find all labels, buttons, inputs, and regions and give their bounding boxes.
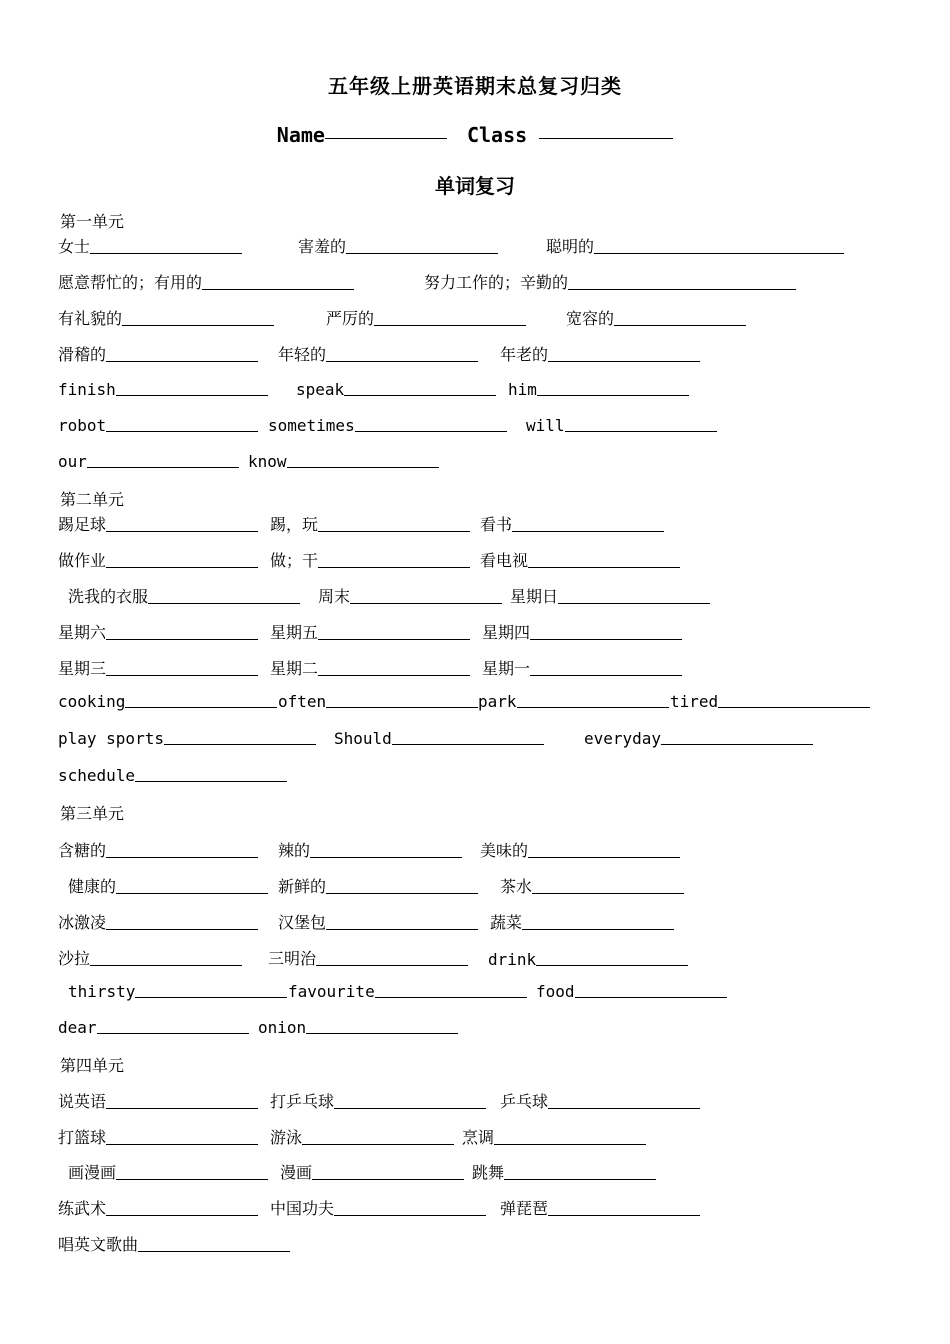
word-label: 女士 bbox=[58, 237, 91, 256]
word-label: robot bbox=[58, 416, 107, 435]
word-item bbox=[58, 270, 424, 293]
word-label: 星期四 bbox=[482, 623, 531, 642]
answer-blank[interactable] bbox=[287, 453, 439, 468]
name-class-line bbox=[0, 120, 950, 147]
word-row bbox=[58, 306, 746, 329]
word-item bbox=[278, 342, 500, 365]
unit-heading: 第三单元 bbox=[60, 804, 125, 823]
word-item bbox=[58, 910, 278, 933]
answer-blank[interactable] bbox=[106, 517, 258, 532]
word-label: will bbox=[526, 416, 565, 435]
word-label: thirsty bbox=[68, 982, 136, 1001]
answer-blank[interactable] bbox=[90, 239, 242, 254]
word-item bbox=[482, 620, 682, 643]
answer-blank[interactable] bbox=[310, 843, 462, 858]
answer-blank[interactable] bbox=[302, 1130, 454, 1145]
word-label: 努力工作的；辛勤的 bbox=[424, 273, 569, 292]
word-item bbox=[58, 512, 270, 535]
word-item bbox=[480, 512, 664, 535]
word-label: 看书 bbox=[480, 515, 513, 534]
word-item bbox=[270, 1196, 500, 1219]
answer-blank[interactable] bbox=[565, 417, 717, 432]
word-item bbox=[268, 946, 488, 969]
word-label: 跳舞 bbox=[472, 1163, 505, 1182]
word-item bbox=[270, 656, 482, 679]
answer-blank[interactable] bbox=[116, 381, 268, 396]
word-item bbox=[500, 1196, 700, 1219]
answer-blank[interactable] bbox=[548, 1094, 700, 1109]
word-label: dear bbox=[58, 1018, 97, 1037]
answer-blank[interactable] bbox=[536, 951, 688, 966]
answer-blank[interactable] bbox=[106, 417, 258, 432]
answer-blank[interactable] bbox=[530, 661, 682, 676]
answer-blank[interactable] bbox=[575, 983, 727, 998]
word-row bbox=[58, 620, 682, 643]
word-row bbox=[68, 874, 684, 897]
answer-blank[interactable] bbox=[106, 1094, 258, 1109]
answer-blank[interactable] bbox=[106, 347, 258, 362]
word-row bbox=[58, 1196, 700, 1219]
word-item bbox=[58, 1018, 258, 1037]
word-label: 三明治 bbox=[268, 949, 317, 968]
word-row bbox=[58, 548, 680, 571]
word-item bbox=[58, 1125, 270, 1148]
word-label: 弹琵琶 bbox=[500, 1199, 549, 1218]
answer-blank[interactable] bbox=[90, 951, 242, 966]
word-item bbox=[68, 1160, 280, 1183]
unit-heading: 第一单元 bbox=[60, 212, 125, 231]
word-item bbox=[248, 452, 439, 471]
section-title: 单词复习 bbox=[435, 174, 515, 198]
answer-blank[interactable] bbox=[374, 311, 526, 326]
word-row bbox=[58, 766, 287, 785]
word-item bbox=[68, 982, 288, 1001]
word-row bbox=[58, 838, 680, 861]
word-row bbox=[58, 452, 439, 471]
name-label: Name bbox=[276, 123, 325, 147]
word-item bbox=[270, 1125, 462, 1148]
word-label: 辣的 bbox=[278, 841, 311, 860]
word-item bbox=[482, 656, 682, 679]
word-label: 做作业 bbox=[58, 551, 107, 570]
word-row bbox=[58, 1018, 458, 1037]
word-label: 中国功夫 bbox=[270, 1199, 335, 1218]
answer-blank[interactable] bbox=[106, 1201, 258, 1216]
word-item bbox=[58, 838, 278, 861]
word-row bbox=[58, 1232, 290, 1255]
answer-blank[interactable] bbox=[594, 239, 844, 254]
word-item bbox=[508, 380, 689, 399]
word-item bbox=[68, 874, 278, 897]
answer-blank[interactable] bbox=[661, 730, 813, 745]
word-label: know bbox=[248, 452, 287, 471]
word-label: 画漫画 bbox=[68, 1163, 117, 1182]
word-label: 星期二 bbox=[270, 659, 319, 678]
word-label: 打乒乓球 bbox=[270, 1092, 335, 1111]
word-label: 健康的 bbox=[68, 877, 117, 896]
answer-blank[interactable] bbox=[318, 625, 470, 640]
answer-blank[interactable] bbox=[148, 589, 300, 604]
word-label: Should bbox=[334, 729, 392, 748]
word-item bbox=[58, 729, 334, 748]
answer-blank[interactable] bbox=[522, 915, 674, 930]
answer-blank[interactable] bbox=[517, 693, 669, 708]
answer-blank[interactable] bbox=[87, 453, 239, 468]
word-item bbox=[288, 982, 536, 1001]
answer-blank[interactable] bbox=[326, 347, 478, 362]
word-label: 星期日 bbox=[510, 587, 559, 606]
word-label: favourite bbox=[288, 982, 375, 1001]
word-label: schedule bbox=[58, 766, 136, 785]
answer-blank[interactable] bbox=[318, 517, 470, 532]
answer-blank[interactable] bbox=[326, 693, 478, 708]
word-label: 踢足球 bbox=[58, 515, 107, 534]
word-label: 烹调 bbox=[462, 1128, 495, 1147]
word-label: 蔬菜 bbox=[490, 913, 523, 932]
word-label: 星期五 bbox=[270, 623, 319, 642]
answer-blank[interactable] bbox=[548, 347, 700, 362]
answer-blank[interactable] bbox=[355, 417, 507, 432]
unit-heading: 第四单元 bbox=[60, 1056, 125, 1075]
word-item bbox=[270, 548, 480, 571]
answer-blank[interactable] bbox=[326, 879, 478, 894]
word-item bbox=[58, 548, 270, 571]
answer-blank[interactable] bbox=[202, 275, 354, 290]
answer-blank[interactable] bbox=[106, 843, 258, 858]
word-item bbox=[58, 946, 268, 969]
word-label: tired bbox=[670, 692, 719, 711]
word-row bbox=[58, 1089, 700, 1112]
word-item bbox=[278, 692, 478, 711]
word-label: 害羞的 bbox=[298, 237, 347, 256]
answer-blank[interactable] bbox=[334, 1094, 486, 1109]
answer-blank[interactable] bbox=[106, 661, 258, 676]
answer-blank[interactable] bbox=[530, 625, 682, 640]
word-item bbox=[546, 234, 844, 257]
word-label: 星期六 bbox=[58, 623, 107, 642]
word-label: everyday bbox=[584, 729, 662, 748]
word-label: 年轻的 bbox=[278, 345, 327, 364]
word-label: 严厉的 bbox=[326, 309, 375, 328]
word-label: 唱英文歌曲 bbox=[58, 1235, 139, 1254]
word-label: 洗我的衣服 bbox=[68, 587, 149, 606]
word-row bbox=[58, 656, 682, 679]
word-item bbox=[490, 910, 674, 933]
word-row bbox=[58, 729, 813, 748]
word-label: 练武术 bbox=[58, 1199, 107, 1218]
answer-blank[interactable] bbox=[334, 1201, 486, 1216]
answer-blank[interactable] bbox=[532, 879, 684, 894]
answer-blank[interactable] bbox=[116, 1165, 268, 1180]
word-item bbox=[536, 982, 727, 1001]
word-item bbox=[584, 729, 813, 748]
word-label: 星期一 bbox=[482, 659, 531, 678]
word-item bbox=[296, 380, 508, 399]
answer-blank[interactable] bbox=[512, 517, 664, 532]
word-item bbox=[480, 548, 680, 571]
word-label: 做；干 bbox=[270, 551, 319, 570]
answer-blank[interactable] bbox=[568, 275, 796, 290]
word-item bbox=[258, 1018, 458, 1037]
word-label: speak bbox=[296, 380, 345, 399]
word-label: sometimes bbox=[268, 416, 355, 435]
class-label: Class bbox=[466, 123, 528, 147]
word-label: 星期三 bbox=[58, 659, 107, 678]
word-label: play sports bbox=[58, 729, 164, 748]
word-item bbox=[278, 874, 500, 897]
word-row bbox=[58, 692, 870, 711]
answer-blank[interactable] bbox=[106, 625, 258, 640]
word-item bbox=[58, 306, 326, 329]
word-label: 滑稽的 bbox=[58, 345, 107, 364]
answer-blank[interactable] bbox=[375, 983, 527, 998]
word-label: 美味的 bbox=[480, 841, 529, 860]
word-item bbox=[278, 910, 490, 933]
word-row bbox=[58, 380, 689, 399]
word-item bbox=[318, 584, 510, 607]
word-label: 沙拉 bbox=[58, 949, 91, 968]
word-label: cooking bbox=[58, 692, 126, 711]
word-row bbox=[58, 416, 717, 435]
word-label: 打篮球 bbox=[58, 1128, 107, 1147]
word-label: often bbox=[278, 692, 327, 711]
word-label: him bbox=[508, 380, 537, 399]
answer-blank[interactable] bbox=[392, 730, 544, 745]
word-label: 周末 bbox=[318, 587, 351, 606]
word-label: 聪明的 bbox=[546, 237, 595, 256]
word-item bbox=[500, 874, 684, 897]
word-item bbox=[58, 380, 296, 399]
answer-blank[interactable] bbox=[164, 730, 316, 745]
word-item bbox=[298, 234, 546, 257]
word-item bbox=[68, 584, 318, 607]
word-label: drink bbox=[488, 950, 537, 969]
answer-blank[interactable] bbox=[106, 1130, 258, 1145]
answer-blank[interactable] bbox=[528, 843, 680, 858]
word-label: 看电视 bbox=[480, 551, 529, 570]
answer-blank[interactable] bbox=[494, 1130, 646, 1145]
answer-blank[interactable] bbox=[316, 951, 468, 966]
word-item bbox=[58, 656, 270, 679]
word-label: food bbox=[536, 982, 575, 1001]
word-label: 冰激凌 bbox=[58, 913, 107, 932]
word-label: 宽容的 bbox=[566, 309, 615, 328]
word-item bbox=[58, 1196, 270, 1219]
answer-blank[interactable] bbox=[718, 693, 870, 708]
name-blank[interactable] bbox=[325, 120, 447, 139]
word-row bbox=[58, 342, 700, 365]
word-row bbox=[58, 270, 796, 293]
word-item bbox=[268, 416, 526, 435]
word-item bbox=[424, 270, 796, 293]
word-item bbox=[478, 692, 670, 711]
answer-blank[interactable] bbox=[106, 553, 258, 568]
word-label: 茶水 bbox=[500, 877, 533, 896]
word-item bbox=[278, 838, 480, 861]
word-item bbox=[270, 1089, 500, 1112]
word-item bbox=[58, 620, 270, 643]
answer-blank[interactable] bbox=[548, 1201, 700, 1216]
answer-blank[interactable] bbox=[125, 693, 277, 708]
word-item bbox=[280, 1160, 472, 1183]
word-item bbox=[566, 306, 746, 329]
word-item bbox=[58, 766, 287, 785]
word-item bbox=[58, 452, 248, 471]
word-label: 新鲜的 bbox=[278, 877, 327, 896]
word-row bbox=[58, 946, 688, 969]
answer-blank[interactable] bbox=[135, 767, 287, 782]
answer-blank[interactable] bbox=[116, 879, 268, 894]
word-item bbox=[58, 1089, 270, 1112]
word-item bbox=[58, 342, 278, 365]
word-item bbox=[480, 838, 680, 861]
answer-blank[interactable] bbox=[558, 589, 710, 604]
answer-blank[interactable] bbox=[346, 239, 498, 254]
word-item bbox=[500, 342, 700, 365]
answer-blank[interactable] bbox=[344, 381, 496, 396]
word-label: 漫画 bbox=[280, 1163, 313, 1182]
unit-heading: 第二单元 bbox=[60, 490, 125, 509]
answer-blank[interactable] bbox=[350, 589, 502, 604]
word-label: 汉堡包 bbox=[278, 913, 327, 932]
word-label: 愿意帮忙的；有用的 bbox=[58, 273, 203, 292]
answer-blank[interactable] bbox=[504, 1165, 656, 1180]
word-item bbox=[326, 306, 566, 329]
word-row bbox=[68, 982, 727, 1001]
word-item bbox=[58, 1232, 290, 1255]
word-item bbox=[334, 729, 584, 748]
answer-blank[interactable] bbox=[318, 553, 470, 568]
word-row bbox=[58, 234, 844, 257]
word-row bbox=[68, 584, 710, 607]
word-label: park bbox=[478, 692, 517, 711]
word-label: 年老的 bbox=[500, 345, 549, 364]
word-item bbox=[500, 1089, 700, 1112]
answer-blank[interactable] bbox=[135, 983, 287, 998]
word-item bbox=[270, 620, 482, 643]
word-item bbox=[58, 692, 278, 711]
word-label: 说英语 bbox=[58, 1092, 107, 1111]
answer-blank[interactable] bbox=[97, 1019, 249, 1034]
word-row bbox=[68, 1160, 656, 1183]
class-blank[interactable] bbox=[539, 120, 673, 139]
word-label: 有礼貌的 bbox=[58, 309, 123, 328]
answer-blank[interactable] bbox=[318, 661, 470, 676]
word-item bbox=[270, 512, 480, 535]
answer-blank[interactable] bbox=[326, 915, 478, 930]
answer-blank[interactable] bbox=[614, 311, 746, 326]
word-label: finish bbox=[58, 380, 116, 399]
word-item bbox=[510, 584, 710, 607]
word-label: 含糖的 bbox=[58, 841, 107, 860]
page-title: 五年级上册英语期末总复习归类 bbox=[328, 74, 622, 98]
word-item bbox=[462, 1125, 646, 1148]
word-row bbox=[58, 1125, 646, 1148]
word-item bbox=[526, 416, 717, 435]
word-label: 游泳 bbox=[270, 1128, 303, 1147]
answer-blank[interactable] bbox=[138, 1237, 290, 1252]
answer-blank[interactable] bbox=[537, 381, 689, 396]
word-item bbox=[58, 416, 268, 435]
word-item bbox=[670, 692, 870, 711]
answer-blank[interactable] bbox=[306, 1019, 458, 1034]
answer-blank[interactable] bbox=[528, 553, 680, 568]
answer-blank[interactable] bbox=[122, 311, 274, 326]
word-label: 乒乓球 bbox=[500, 1092, 549, 1111]
answer-blank[interactable] bbox=[312, 1165, 464, 1180]
word-row bbox=[58, 910, 674, 933]
word-item bbox=[488, 950, 688, 969]
answer-blank[interactable] bbox=[106, 915, 258, 930]
word-label: 踢，玩 bbox=[270, 515, 319, 534]
word-label: onion bbox=[258, 1018, 307, 1037]
word-item bbox=[472, 1160, 656, 1183]
word-item bbox=[58, 234, 298, 257]
word-label: our bbox=[58, 452, 87, 471]
word-row bbox=[58, 512, 664, 535]
